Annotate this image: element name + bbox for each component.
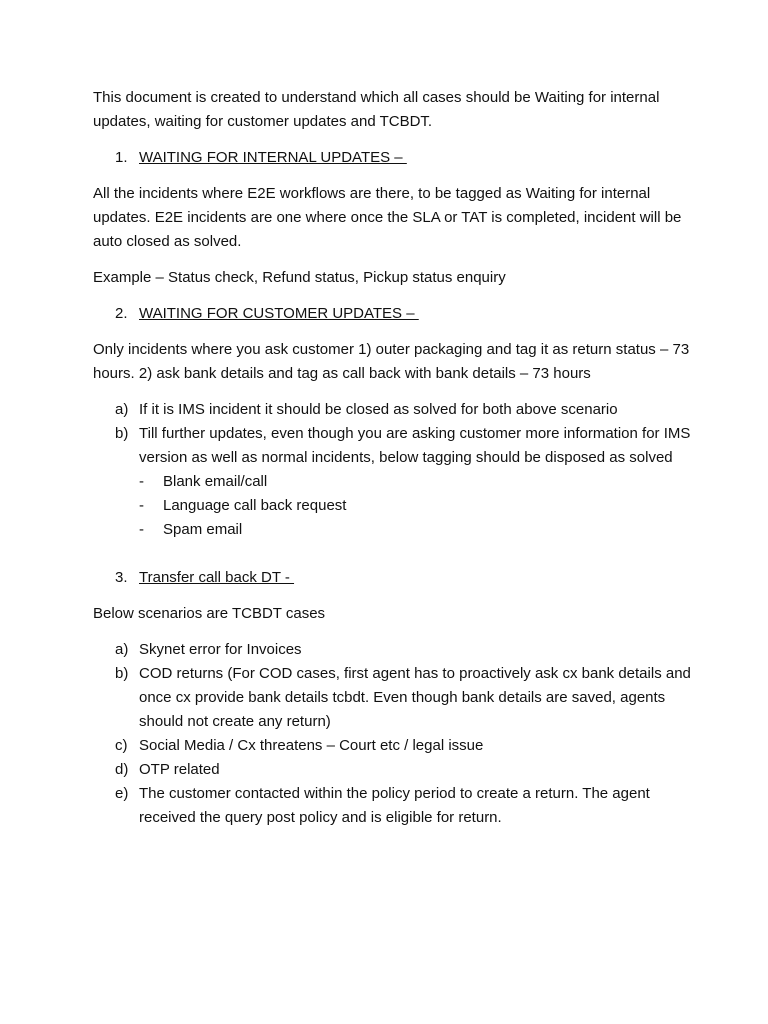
list-item [115,734,693,758]
list-marker: b) [115,665,129,682]
list-item-text: OTP related [139,761,220,778]
section-2-heading [115,302,693,326]
sub-list-text: Blank email/call [163,473,268,490]
list-marker: b) [115,425,129,442]
sub-list-item [139,494,693,518]
sub-list [139,470,693,542]
list-item [115,398,693,422]
sub-list-item [139,470,693,494]
list-item-body [139,422,693,542]
spacer [93,542,693,566]
section-3-paragraph: Below scenarios are TCBDT cases [93,605,326,622]
sub-list-text: Spam email [163,521,243,538]
list-marker: a) [115,401,129,418]
list-item-text: If it is IMS incident it should be closed as solved for both above scenario [139,401,618,418]
section-1-heading [115,146,693,170]
section-number: 1. [115,149,128,166]
dash-marker: - [139,521,144,538]
sub-list-item [139,518,693,542]
dash-marker: - [139,473,144,490]
intro-paragraph: This document is created to understand which all cases should be Waiting for internal updates, waiting for customer updates and TCBDT. [93,89,660,130]
section-1-paragraph: All the incidents where E2E workflows are there, to be tagged as Waiting for internal updates. E2E incidents are one where once the SLA or TAT is completed, incident will be auto closed as solved. [93,185,682,250]
list-item [115,662,693,734]
section-number: 3. [115,569,128,586]
dash-marker: - [139,497,144,514]
list-item-text: COD returns (For COD cases, first agent has to proactively ask cx bank details and once cx provide bank details tcbdt. Even though bank details are saved, agents should not create any return) [139,665,691,730]
list-item [115,638,693,662]
section-number: 2. [115,305,128,322]
list-marker: a) [115,641,129,658]
section-1-example: Example – Status check, Refund status, Pickup status enquiry [93,269,506,286]
section-2-paragraph: Only incidents where you ask customer 1) outer packaging and tag it as return status – 73 hours. 2) ask bank details and tag as call back with bank details – 73 hours [93,341,690,382]
list-marker: c) [115,737,128,754]
list-item-text: Till further updates, even though you are asking customer more information for IMS version as well as normal incidents, below tagging should be disposed as solved [139,425,691,466]
section-title: WAITING FOR CUSTOMER UPDATES – [139,305,419,322]
document-page [93,86,693,830]
section-title: WAITING FOR INTERNAL UPDATES – [139,149,407,166]
section-2-list [93,398,693,542]
list-marker: d) [115,761,129,778]
list-item-text: Skynet error for Invoices [139,641,302,658]
section-3-heading [115,566,693,590]
section-title: Transfer call back DT - [139,569,295,586]
list-item [115,758,693,782]
list-item [115,782,693,830]
list-item-text: The customer contacted within the policy period to create a return. The agent received the query post policy and is eligible for return. [139,785,650,826]
sub-list-text: Language call back request [163,497,347,514]
list-marker: e) [115,785,129,802]
list-item-text: Social Media / Cx threatens – Court etc / legal issue [139,737,484,754]
section-3-list [93,638,693,830]
list-item [115,422,693,542]
